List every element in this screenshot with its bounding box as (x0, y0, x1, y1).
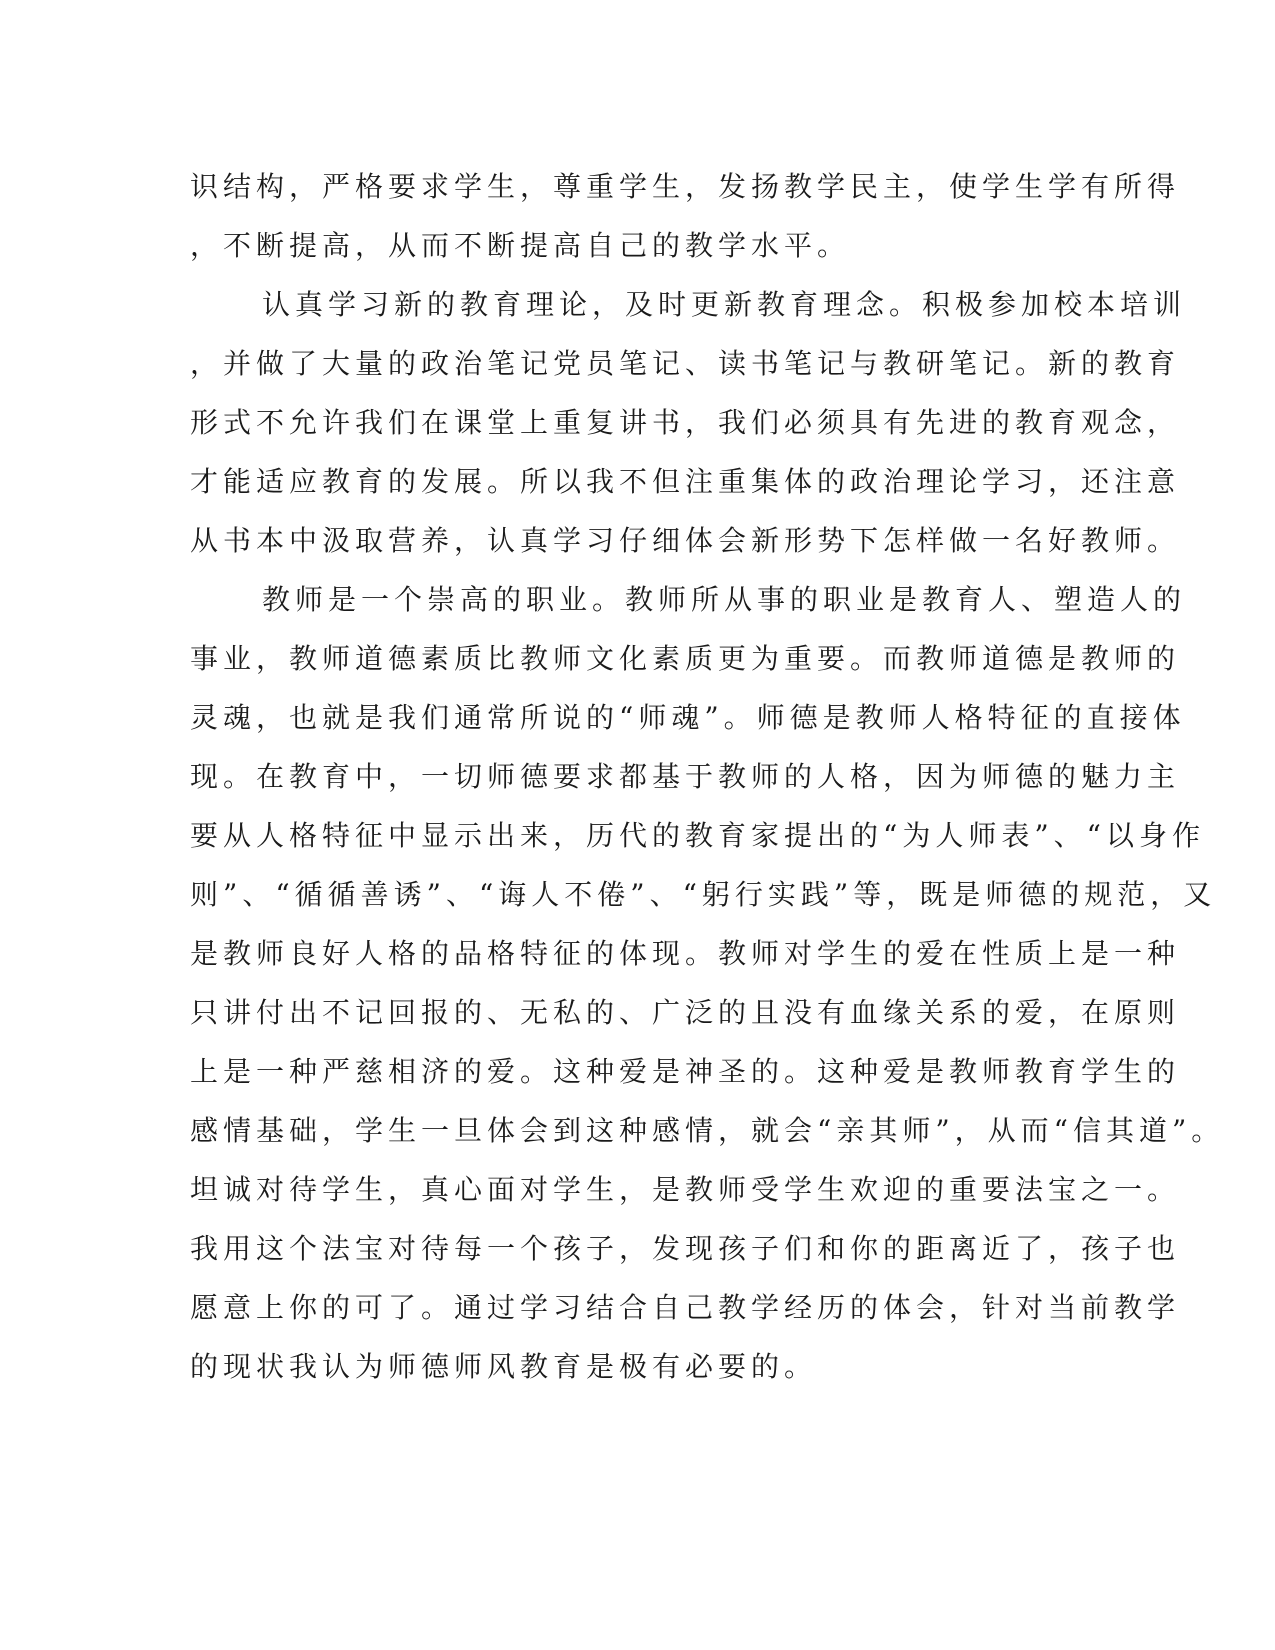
text-line: 坦诚对待学生，真心面对学生，是教师受学生欢迎的重要法宝之一。 (190, 1173, 1181, 1206)
text-line: 愿意上你的可了。通过学习结合自己教学经历的体会，针对当前教学 (190, 1291, 1181, 1324)
text-line: 要从人格特征中显示出来，历代的教育家提出的“为人师表”、“以身作 (190, 819, 1205, 852)
document-body (190, 157, 1225, 1396)
text-line: 事业，教师道德素质比教师文化素质更为重要。而教师道德是教师的 (190, 642, 1181, 675)
text-line: 则”、“循循善诱”、“诲人不倦”、“躬行实践”等，既是师德的规范，又 (190, 878, 1217, 911)
text-line: 感情基础，学生一旦体会到这种感情，就会“亲其师”，从而“信其道”。 (190, 1114, 1225, 1147)
text-line: 形式不允许我们在课堂上重复讲书，我们必须具有先进的教育观念， (190, 406, 1181, 439)
text-line: 灵魂，也就是我们通常所说的“师魂”。师德是教师人格特征的直接体 (190, 701, 1186, 734)
text-line: 只讲付出不记回报的、无私的、广泛的且没有血缘关系的爱，在原则 (190, 996, 1181, 1029)
text-line: ，不断提高，从而不断提高自己的教学水平。 (190, 229, 851, 262)
text-line: 从书本中汲取营养，认真学习仔细体会新形势下怎样做一名好教师。 (190, 524, 1181, 557)
text-line: 上是一种严慈相济的爱。这种爱是神圣的。这种爱是教师教育学生的 (190, 1055, 1181, 1088)
text-line: 识结构，严格要求学生，尊重学生，发扬教学民主，使学生学有所得 (190, 170, 1181, 203)
text-line: 的现状我认为师德师风教育是极有必要的。 (190, 1350, 818, 1383)
paragraph-start-line: 教师是一个崇高的职业。教师所从事的职业是教育人、塑造人的 (262, 583, 1187, 616)
text-line: 是教师良好人格的品格特征的体现。教师对学生的爱在性质上是一种 (190, 937, 1181, 970)
paragraph-start-line: 认真学习新的教育理论，及时更新教育理念。积极参加校本培训 (262, 288, 1187, 321)
text-line: 才能适应教育的发展。所以我不但注重集体的政治理论学习，还注意 (190, 465, 1181, 498)
text-line: ，并做了大量的政治笔记党员笔记、读书笔记与教研笔记。新的教育 (190, 347, 1181, 380)
text-line: 我用这个法宝对待每一个孩子，发现孩子们和你的距离近了，孩子也 (190, 1232, 1181, 1265)
text-line: 现。在教育中，一切师德要求都基于教师的人格，因为师德的魅力主 (190, 760, 1181, 793)
